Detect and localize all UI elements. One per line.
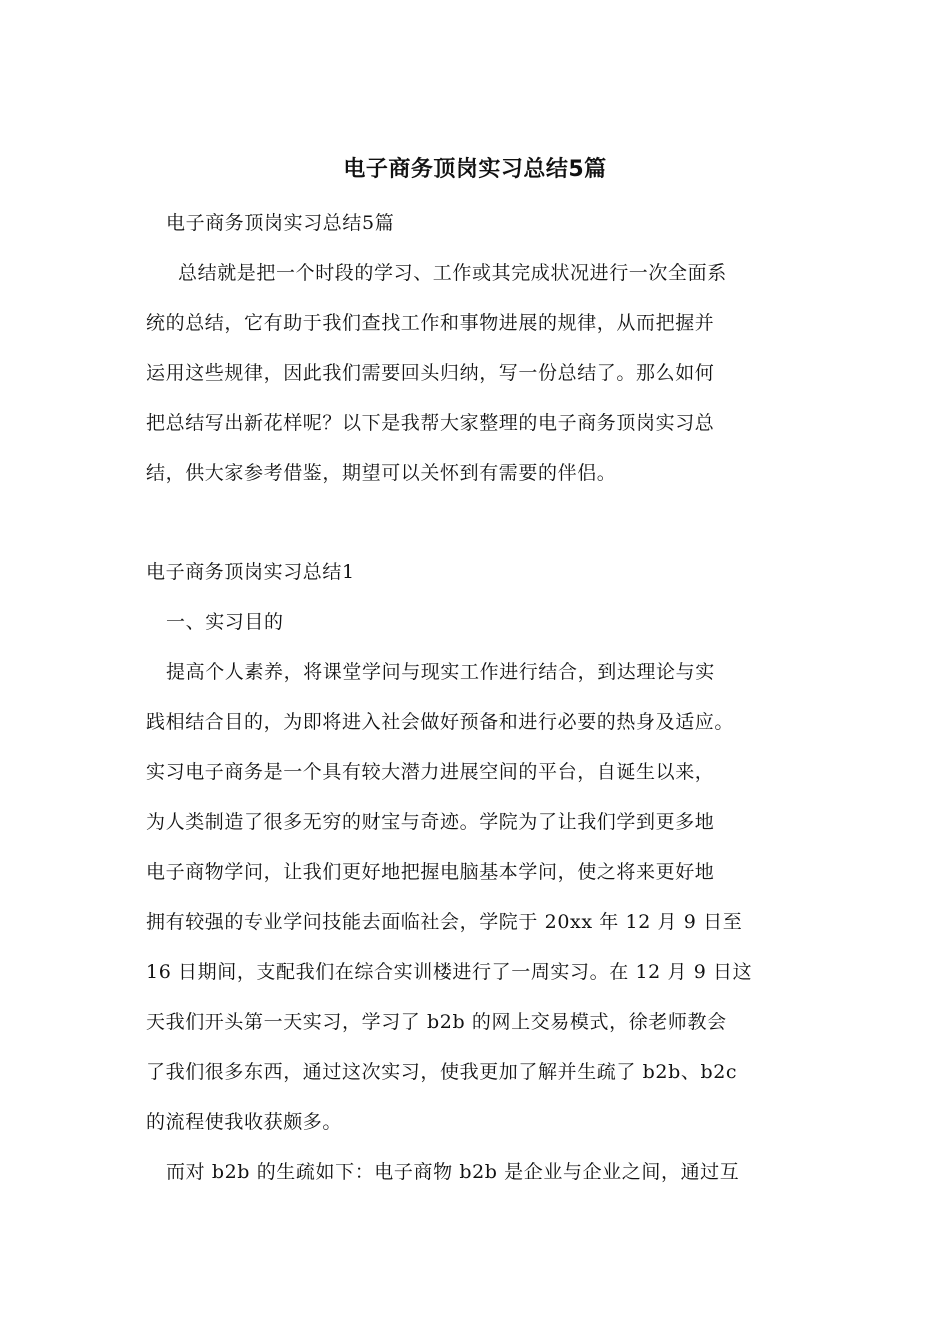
document-title: 电子商务顶岗实习总结5篇 [343,157,607,182]
body-line-6: 拥有较强的专业学问技能去面临社会，学院于 20xx 年 12 月 9 日至 [146,911,743,933]
body-line-1: 提高个人素养，将课堂学问与现实工作进行结合，到达理论与实 [166,661,715,683]
intro-line-3: 运用这些规律，因此我们需要回头归纳，写一份总结了。那么如何 [146,362,715,384]
body-line-5: 电子商物学问，让我们更好地把握电脑基本学问，使之将来更好地 [146,861,715,883]
intro-line-2: 统的总结，它有助于我们查找工作和事物进展的规律，从而把握并 [146,312,715,334]
body-line-10: 的流程使我收获颇多。 [146,1111,343,1133]
subsection-heading-purpose: 一、实习目的 [166,611,284,633]
subtitle-line: 电子商务顶岗实习总结5篇 [166,212,395,234]
body-line-2: 践相结合目的，为即将进入社会做好预备和进行必要的热身及适应。 [146,711,735,733]
body-line-9: 了我们很多东西，通过这次实习，使我更加了解并生疏了 b2b、b2c [146,1061,738,1083]
intro-line-4: 把总结写出新花样呢？以下是我帮大家整理的电子商务顶岗实习总 [146,412,715,434]
body-line-7: 16 日期间，支配我们在综合实训楼进行了一周实习。在 12 月 9 日这 [146,961,753,983]
body-line-11: 而对 b2b 的生疏如下：电子商物 b2b 是企业与企业之间，通过互 [166,1161,740,1183]
body-line-3: 实习电子商务是一个具有较大潜力进展空间的平台，自诞生以来， [146,761,715,783]
body-line-4: 为人类制造了很多无穷的财宝与奇迹。学院为了让我们学到更多地 [146,811,715,833]
section-heading-1: 电子商务顶岗实习总结1 [146,561,355,583]
intro-line-1: 总结就是把一个时段的学习、工作或其完成状况进行一次全面系 [178,262,727,284]
intro-line-5: 结，供大家参考借鉴，期望可以关怀到有需要的伴侣。 [146,462,617,484]
body-line-8: 天我们开头第一天实习，学习了 b2b 的网上交易模式，徐老师教会 [146,1011,727,1033]
